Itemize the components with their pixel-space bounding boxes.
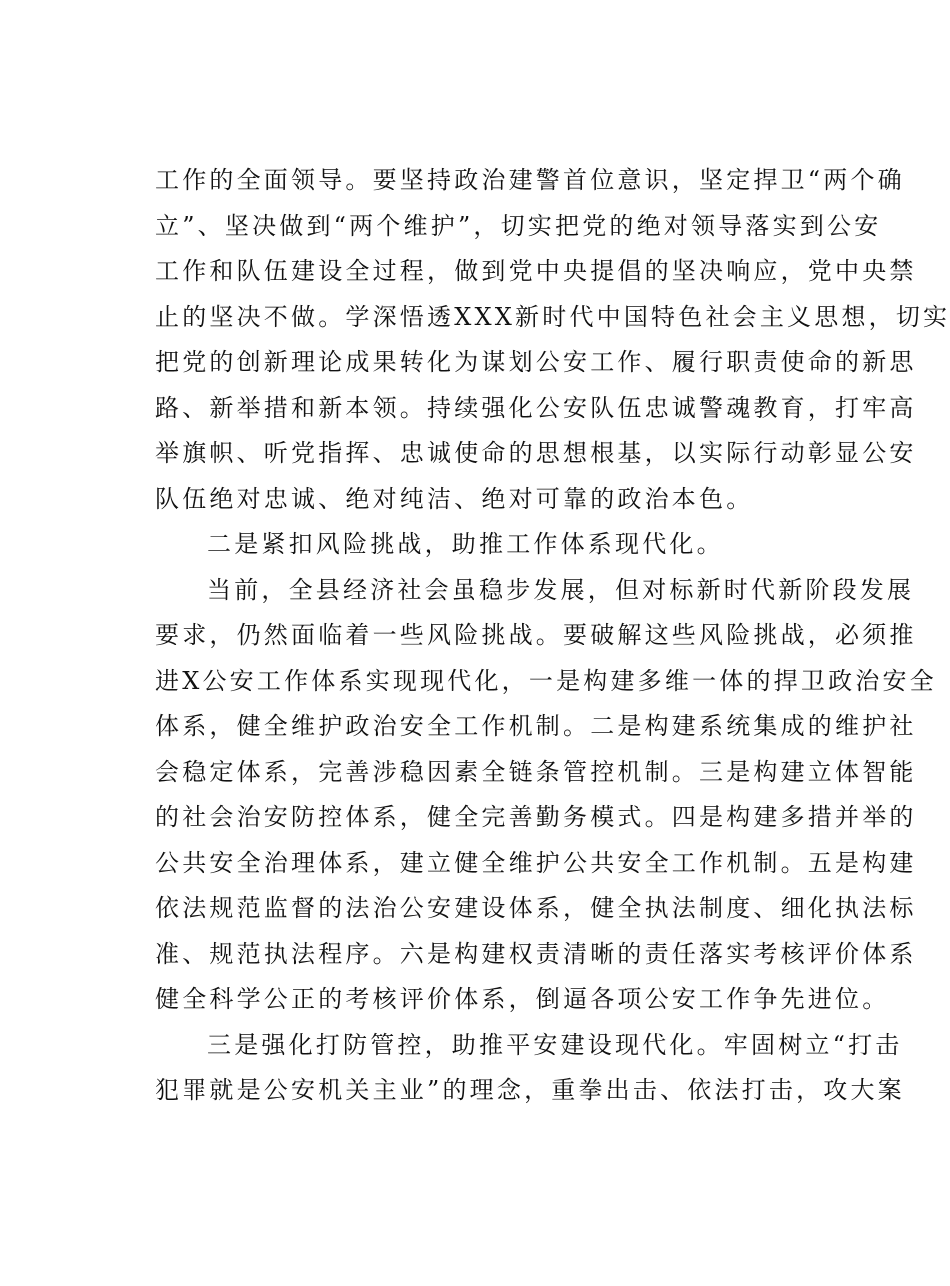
text-line: 公共安全治理体系，建立健全维护公共安全工作机制。五是构建 — [155, 848, 917, 877]
text-line: 健全科学公正的考核评价体系，倒逼各项公安工作争先进位。 — [155, 985, 890, 1013]
text-line: 依法规范监督的法治公安建设体系，健全执法制度、细化执法标 — [155, 894, 917, 922]
text-line: 队伍绝对忠诚、绝对纯洁、绝对可靠的政治本色。 — [155, 484, 754, 513]
text-line: 犯罪就是公安机关主业”的理念，重拳出击、依法打击，攻大案 — [155, 1076, 905, 1104]
text-line: 把党的创新理论成果转化为谋划公安工作、履行职责使命的新思 — [155, 348, 917, 376]
text-line: 工作的全面领导。要坚持政治建警首位意识，坚定捍卫“两个确 — [155, 166, 905, 194]
text-line: 准、规范执法程序。六是构建权责清晰的责任落实考核评价体系 — [155, 939, 917, 968]
text-line: 当前，全县经济社会虽稳步发展，但对标新时代新阶段发展 — [207, 575, 915, 604]
section-heading: 二是紧扣风险挑战，助推工作体系现代化。 — [207, 530, 724, 558]
text-line: 路、新举措和新本领。持续强化公安队伍忠诚警魂教育，打牢高 — [155, 393, 917, 422]
section-heading: 三是强化打防管控，助推平安建设现代化。牢固树立“打击 — [207, 1030, 903, 1059]
document-body — [155, 158, 950, 1114]
text-line: 止的坚决不做。学深悟透XXX新时代中国特色社会主义思想，切实 — [155, 302, 950, 331]
text-line: 进X公安工作体系实现现代化，一是构建多维一体的捍卫政治安全 — [155, 666, 937, 695]
text-line: 的社会治安防控体系，健全完善勤务模式。四是构建多措并举的 — [155, 803, 917, 831]
text-line: 会稳定体系，完善涉稳因素全链条管控机制。三是构建立体智能 — [155, 757, 917, 786]
text-line: 体系，健全维护政治安全工作机制。二是构建系统集成的维护社 — [155, 712, 917, 740]
text-line: 举旗帜、听党指挥、忠诚使命的思想根基，以实际行动彰显公安 — [155, 439, 917, 467]
text-line: 工作和队伍建设全过程，做到党中央提倡的坚决响应，党中央禁 — [155, 257, 917, 285]
text-line: 要求，仍然面临着一些风险挑战。要破解这些风险挑战，必须推 — [155, 621, 917, 649]
text-line: 立”、坚决做到“两个维护”，切实把党的绝对领导落实到公安 — [155, 211, 882, 240]
